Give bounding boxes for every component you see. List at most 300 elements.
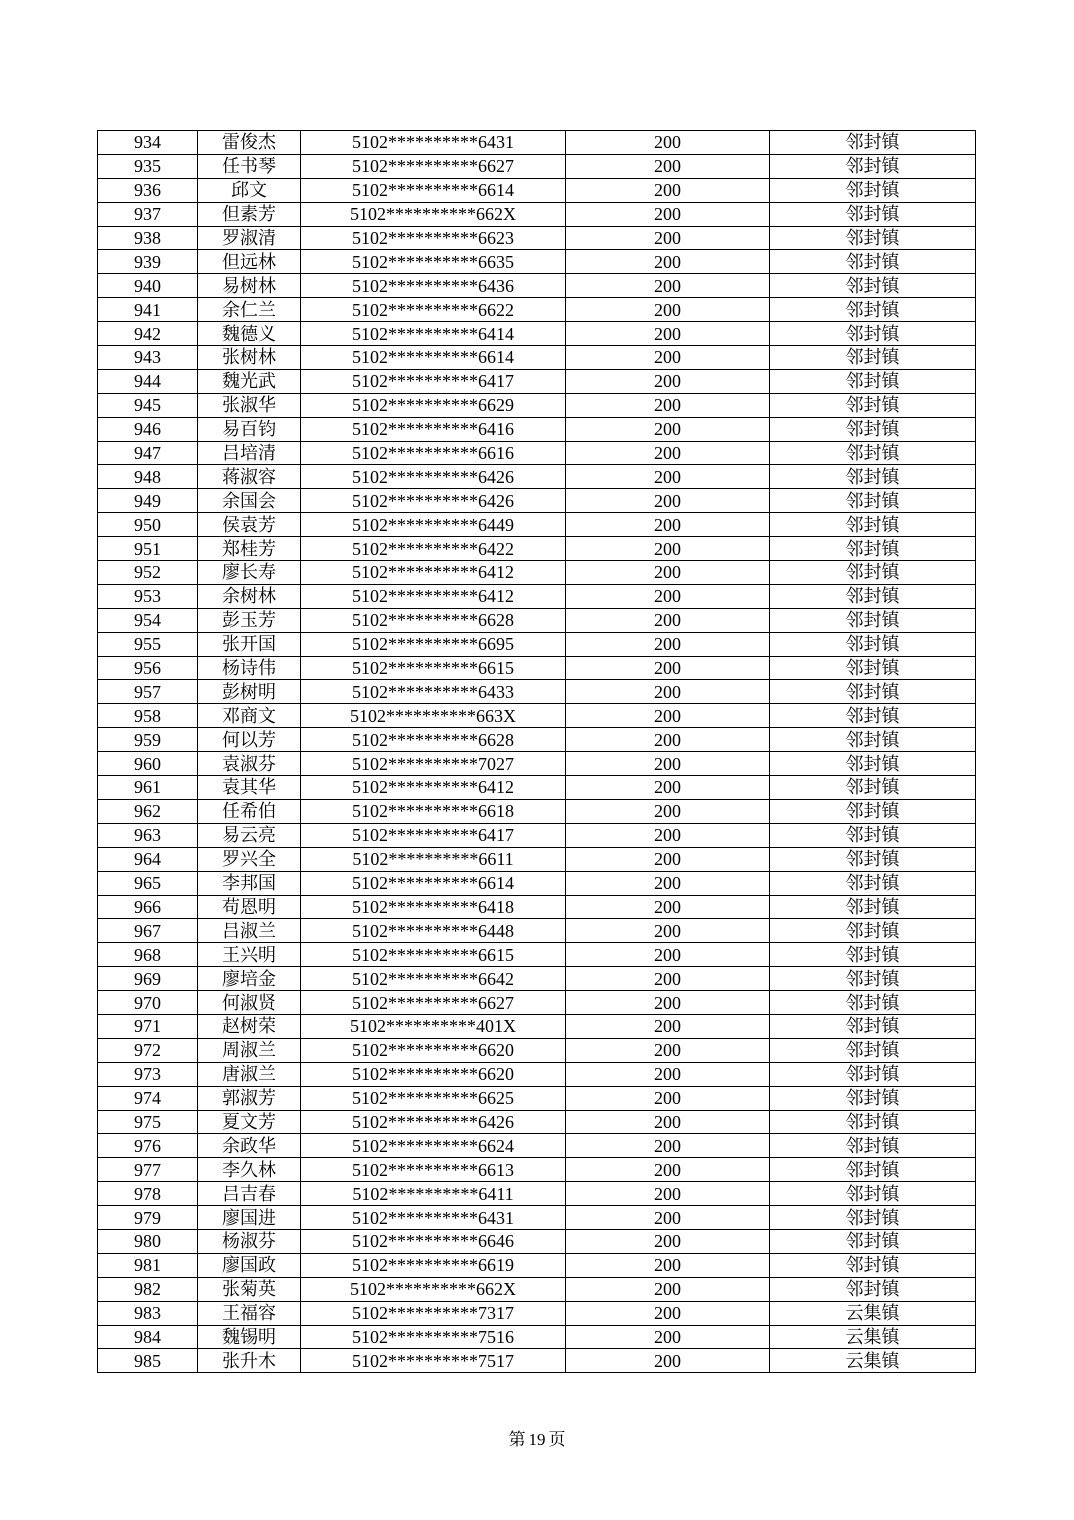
id-number-cell: 5102**********6417 [301,369,566,393]
name-cell: 苟恩明 [198,895,301,919]
name-cell: 廖长寿 [198,561,301,585]
row-number-cell: 948 [98,465,198,489]
row-number-cell: 980 [98,1229,198,1253]
name-cell: 易树林 [198,274,301,298]
table-row [98,919,976,943]
id-number-cell: 5102**********663X [301,704,566,728]
table-row [98,274,976,298]
town-cell: 邻封镇 [770,1086,976,1110]
name-cell: 李久林 [198,1158,301,1182]
id-number-cell: 5102**********6431 [301,131,566,155]
amount-cell: 200 [566,1038,770,1062]
table-row [98,154,976,178]
row-number-cell: 954 [98,608,198,632]
id-number-cell: 5102**********6613 [301,1158,566,1182]
row-number-cell: 940 [98,274,198,298]
amount-cell: 200 [566,226,770,250]
town-cell: 邻封镇 [770,1253,976,1277]
name-cell: 郑桂芳 [198,537,301,561]
table-row [98,847,976,871]
id-number-cell: 5102**********6625 [301,1086,566,1110]
row-number-cell: 951 [98,537,198,561]
id-number-cell: 5102**********6615 [301,943,566,967]
row-number-cell: 970 [98,991,198,1015]
row-number-cell: 949 [98,489,198,513]
name-cell: 杨淑芬 [198,1229,301,1253]
page-footer-prefix: 第 [508,1430,526,1449]
town-cell: 邻封镇 [770,847,976,871]
row-number-cell: 976 [98,1134,198,1158]
id-number-cell: 5102**********7027 [301,752,566,776]
name-cell: 魏锡明 [198,1325,301,1349]
town-cell: 邻封镇 [770,799,976,823]
row-number-cell: 979 [98,1206,198,1230]
row-number-cell: 942 [98,322,198,346]
id-number-cell: 5102**********6635 [301,250,566,274]
town-cell: 邻封镇 [770,871,976,895]
row-number-cell: 978 [98,1182,198,1206]
id-number-cell: 5102**********6695 [301,632,566,656]
amount-cell: 200 [566,728,770,752]
table-row [98,1086,976,1110]
table-row [98,298,976,322]
row-number-cell: 936 [98,178,198,202]
table-row [98,1134,976,1158]
row-number-cell: 950 [98,513,198,537]
table-row [98,1349,976,1373]
page-footer-suffix: 页 [548,1430,566,1449]
table-row [98,799,976,823]
row-number-cell: 964 [98,847,198,871]
id-number-cell: 5102**********6620 [301,1062,566,1086]
row-number-cell: 967 [98,919,198,943]
name-cell: 任书琴 [198,154,301,178]
name-cell: 易百钧 [198,417,301,441]
table-row [98,991,976,1015]
amount-cell: 200 [566,943,770,967]
id-number-cell: 5102**********6611 [301,847,566,871]
amount-cell: 200 [566,417,770,441]
id-number-cell: 5102**********7317 [301,1301,566,1325]
row-number-cell: 934 [98,131,198,155]
row-number-cell: 943 [98,346,198,370]
id-number-cell: 5102**********6449 [301,513,566,537]
id-number-cell: 5102**********6618 [301,799,566,823]
table-row [98,1110,976,1134]
table-row [98,632,976,656]
id-number-cell: 5102**********6627 [301,154,566,178]
name-cell: 袁其华 [198,776,301,800]
name-cell: 易云亮 [198,823,301,847]
amount-cell: 200 [566,967,770,991]
id-number-cell: 5102**********662X [301,1277,566,1301]
town-cell: 邻封镇 [770,202,976,226]
row-number-cell: 966 [98,895,198,919]
town-cell: 邻封镇 [770,728,976,752]
row-number-cell: 975 [98,1110,198,1134]
amount-cell: 200 [566,584,770,608]
name-cell: 侯袁芳 [198,513,301,537]
name-cell: 王兴明 [198,943,301,967]
town-cell: 邻封镇 [770,131,976,155]
table-row [98,1253,976,1277]
name-cell: 余仁兰 [198,298,301,322]
id-number-cell: 5102**********6624 [301,1134,566,1158]
row-number-cell: 972 [98,1038,198,1062]
table-row [98,776,976,800]
table-row [98,178,976,202]
row-number-cell: 947 [98,441,198,465]
name-cell: 赵树荣 [198,1014,301,1038]
row-number-cell: 968 [98,943,198,967]
town-cell: 邻封镇 [770,298,976,322]
id-number-cell: 5102**********6426 [301,489,566,513]
town-cell: 邻封镇 [770,154,976,178]
town-cell: 邻封镇 [770,1062,976,1086]
name-cell: 但素芳 [198,202,301,226]
amount-cell: 200 [566,513,770,537]
amount-cell: 200 [566,154,770,178]
row-number-cell: 960 [98,752,198,776]
row-number-cell: 959 [98,728,198,752]
table-row [98,1277,976,1301]
amount-cell: 200 [566,1158,770,1182]
row-number-cell: 958 [98,704,198,728]
town-cell: 云集镇 [770,1325,976,1349]
row-number-cell: 974 [98,1086,198,1110]
row-number-cell: 982 [98,1277,198,1301]
name-cell: 张开国 [198,632,301,656]
row-number-cell: 946 [98,417,198,441]
town-cell: 邻封镇 [770,393,976,417]
table-row [98,202,976,226]
table-row [98,1182,976,1206]
id-number-cell: 5102**********6426 [301,1110,566,1134]
id-number-cell: 5102**********6448 [301,919,566,943]
row-number-cell: 977 [98,1158,198,1182]
town-cell: 邻封镇 [770,1158,976,1182]
row-number-cell: 941 [98,298,198,322]
town-cell: 云集镇 [770,1349,976,1373]
id-number-cell: 5102**********6414 [301,322,566,346]
row-number-cell: 944 [98,369,198,393]
amount-cell: 200 [566,202,770,226]
id-number-cell: 5102**********6642 [301,967,566,991]
table-row [98,441,976,465]
id-number-cell: 5102**********6620 [301,1038,566,1062]
table-row [98,1229,976,1253]
row-number-cell: 952 [98,561,198,585]
amount-cell: 200 [566,274,770,298]
table-row [98,489,976,513]
table-row [98,1325,976,1349]
id-number-cell: 5102**********6629 [301,393,566,417]
table-row [98,346,976,370]
name-cell: 袁淑芬 [198,752,301,776]
amount-cell: 200 [566,919,770,943]
row-number-cell: 937 [98,202,198,226]
table-row [98,131,976,155]
amount-cell: 200 [566,465,770,489]
row-number-cell: 973 [98,1062,198,1086]
town-cell: 邻封镇 [770,1110,976,1134]
id-number-cell: 5102**********6436 [301,274,566,298]
table-row [98,1301,976,1325]
town-cell: 邻封镇 [770,250,976,274]
town-cell: 邻封镇 [770,1014,976,1038]
amount-cell: 200 [566,1206,770,1230]
town-cell: 邻封镇 [770,752,976,776]
town-cell: 邻封镇 [770,776,976,800]
table-row [98,704,976,728]
name-cell: 彭树明 [198,680,301,704]
town-cell: 邻封镇 [770,561,976,585]
table-row [98,250,976,274]
amount-cell: 200 [566,752,770,776]
amount-cell: 200 [566,1229,770,1253]
row-number-cell: 961 [98,776,198,800]
name-cell: 李邦国 [198,871,301,895]
id-number-cell: 5102**********6628 [301,608,566,632]
amount-cell: 200 [566,895,770,919]
town-cell: 邻封镇 [770,1134,976,1158]
row-number-cell: 983 [98,1301,198,1325]
name-cell: 郭淑芳 [198,1086,301,1110]
name-cell: 张菊英 [198,1277,301,1301]
row-number-cell: 935 [98,154,198,178]
row-number-cell: 985 [98,1349,198,1373]
id-number-cell: 5102**********6417 [301,823,566,847]
row-number-cell: 957 [98,680,198,704]
row-number-cell: 969 [98,967,198,991]
row-number-cell: 965 [98,871,198,895]
row-number-cell: 938 [98,226,198,250]
row-number-cell: 953 [98,584,198,608]
id-number-cell: 5102**********6411 [301,1182,566,1206]
town-cell: 邻封镇 [770,346,976,370]
table-row [98,608,976,632]
town-cell: 邻封镇 [770,680,976,704]
table-row [98,561,976,585]
id-number-cell: 5102**********6646 [301,1229,566,1253]
name-cell: 邓商文 [198,704,301,728]
name-cell: 余国会 [198,489,301,513]
amount-cell: 200 [566,561,770,585]
row-number-cell: 945 [98,393,198,417]
amount-cell: 200 [566,1110,770,1134]
id-number-cell: 5102**********6412 [301,561,566,585]
id-number-cell: 5102**********401X [301,1014,566,1038]
amount-cell: 200 [566,178,770,202]
amount-cell: 200 [566,298,770,322]
town-cell: 邻封镇 [770,322,976,346]
amount-cell: 200 [566,1014,770,1038]
town-cell: 邻封镇 [770,919,976,943]
table-row [98,823,976,847]
amount-cell: 200 [566,632,770,656]
table-row [98,752,976,776]
name-cell: 余树林 [198,584,301,608]
name-cell: 夏文芳 [198,1110,301,1134]
amount-cell: 200 [566,799,770,823]
name-cell: 何淑贤 [198,991,301,1015]
amount-cell: 200 [566,991,770,1015]
town-cell: 邻封镇 [770,417,976,441]
id-number-cell: 5102**********6622 [301,298,566,322]
town-cell: 邻封镇 [770,895,976,919]
table-row [98,465,976,489]
table-row [98,1014,976,1038]
row-number-cell: 963 [98,823,198,847]
amount-cell: 200 [566,346,770,370]
amount-cell: 200 [566,656,770,680]
page-number: 19 [528,1430,546,1449]
table-row [98,1158,976,1182]
name-cell: 何以芳 [198,728,301,752]
town-cell: 邻封镇 [770,1206,976,1230]
id-number-cell: 5102**********6418 [301,895,566,919]
row-number-cell: 962 [98,799,198,823]
name-cell: 吕淑兰 [198,919,301,943]
id-number-cell: 5102**********7517 [301,1349,566,1373]
id-number-cell: 5102**********6614 [301,346,566,370]
row-number-cell: 939 [98,250,198,274]
table-row [98,1206,976,1230]
town-cell: 邻封镇 [770,704,976,728]
table-row [98,871,976,895]
name-cell: 但远林 [198,250,301,274]
table-row [98,369,976,393]
table-row [98,393,976,417]
row-number-cell: 984 [98,1325,198,1349]
town-cell: 邻封镇 [770,465,976,489]
table-row [98,513,976,537]
table-row [98,1062,976,1086]
id-number-cell: 5102**********6433 [301,680,566,704]
amount-cell: 200 [566,322,770,346]
name-cell: 蒋淑容 [198,465,301,489]
row-number-cell: 981 [98,1253,198,1277]
amount-cell: 200 [566,1062,770,1086]
amount-cell: 200 [566,489,770,513]
town-cell: 邻封镇 [770,1277,976,1301]
amount-cell: 200 [566,131,770,155]
amount-cell: 200 [566,1253,770,1277]
id-number-cell: 5102**********6614 [301,871,566,895]
town-cell: 邻封镇 [770,608,976,632]
name-cell: 罗淑清 [198,226,301,250]
town-cell: 云集镇 [770,1301,976,1325]
row-number-cell: 955 [98,632,198,656]
town-cell: 邻封镇 [770,584,976,608]
id-number-cell: 5102**********6614 [301,178,566,202]
amount-cell: 200 [566,823,770,847]
id-number-cell: 5102**********6422 [301,537,566,561]
table-row [98,584,976,608]
amount-cell: 200 [566,776,770,800]
town-cell: 邻封镇 [770,537,976,561]
town-cell: 邻封镇 [770,943,976,967]
table-row [98,417,976,441]
town-cell: 邻封镇 [770,967,976,991]
name-cell: 吕吉春 [198,1182,301,1206]
id-number-cell: 5102**********6412 [301,776,566,800]
amount-cell: 200 [566,680,770,704]
id-number-cell: 5102**********6431 [301,1206,566,1230]
town-cell: 邻封镇 [770,1229,976,1253]
name-cell: 彭玉芳 [198,608,301,632]
name-cell: 余政华 [198,1134,301,1158]
table-row [98,895,976,919]
town-cell: 邻封镇 [770,656,976,680]
name-cell: 张升木 [198,1349,301,1373]
table-row [98,1038,976,1062]
roster-table-body [98,131,976,1373]
amount-cell: 200 [566,1134,770,1158]
name-cell: 廖培金 [198,967,301,991]
id-number-cell: 5102**********6412 [301,584,566,608]
id-number-cell: 5102**********662X [301,202,566,226]
amount-cell: 200 [566,847,770,871]
table-row [98,656,976,680]
amount-cell: 200 [566,250,770,274]
name-cell: 杨诗伟 [198,656,301,680]
table-row [98,967,976,991]
town-cell: 邻封镇 [770,226,976,250]
name-cell: 王福容 [198,1301,301,1325]
amount-cell: 200 [566,1182,770,1206]
amount-cell: 200 [566,871,770,895]
name-cell: 张树林 [198,346,301,370]
id-number-cell: 5102**********6627 [301,991,566,1015]
town-cell: 邻封镇 [770,991,976,1015]
name-cell: 吕培清 [198,441,301,465]
name-cell: 罗兴全 [198,847,301,871]
table-row [98,322,976,346]
amount-cell: 200 [566,1349,770,1373]
amount-cell: 200 [566,704,770,728]
town-cell: 邻封镇 [770,274,976,298]
page-footer [0,1430,1074,1450]
id-number-cell: 5102**********6619 [301,1253,566,1277]
id-number-cell: 5102**********6623 [301,226,566,250]
table-row [98,943,976,967]
row-number-cell: 971 [98,1014,198,1038]
amount-cell: 200 [566,441,770,465]
amount-cell: 200 [566,1325,770,1349]
town-cell: 邻封镇 [770,441,976,465]
name-cell: 魏德义 [198,322,301,346]
town-cell: 邻封镇 [770,632,976,656]
name-cell: 廖国政 [198,1253,301,1277]
name-cell: 廖国进 [198,1206,301,1230]
name-cell: 雷俊杰 [198,131,301,155]
table-row [98,680,976,704]
amount-cell: 200 [566,393,770,417]
name-cell: 任希伯 [198,799,301,823]
name-cell: 唐淑兰 [198,1062,301,1086]
town-cell: 邻封镇 [770,513,976,537]
id-number-cell: 5102**********6615 [301,656,566,680]
amount-cell: 200 [566,1086,770,1110]
amount-cell: 200 [566,1277,770,1301]
name-cell: 魏光武 [198,369,301,393]
town-cell: 邻封镇 [770,369,976,393]
name-cell: 邱文 [198,178,301,202]
id-number-cell: 5102**********6616 [301,441,566,465]
id-number-cell: 5102**********6426 [301,465,566,489]
amount-cell: 200 [566,608,770,632]
